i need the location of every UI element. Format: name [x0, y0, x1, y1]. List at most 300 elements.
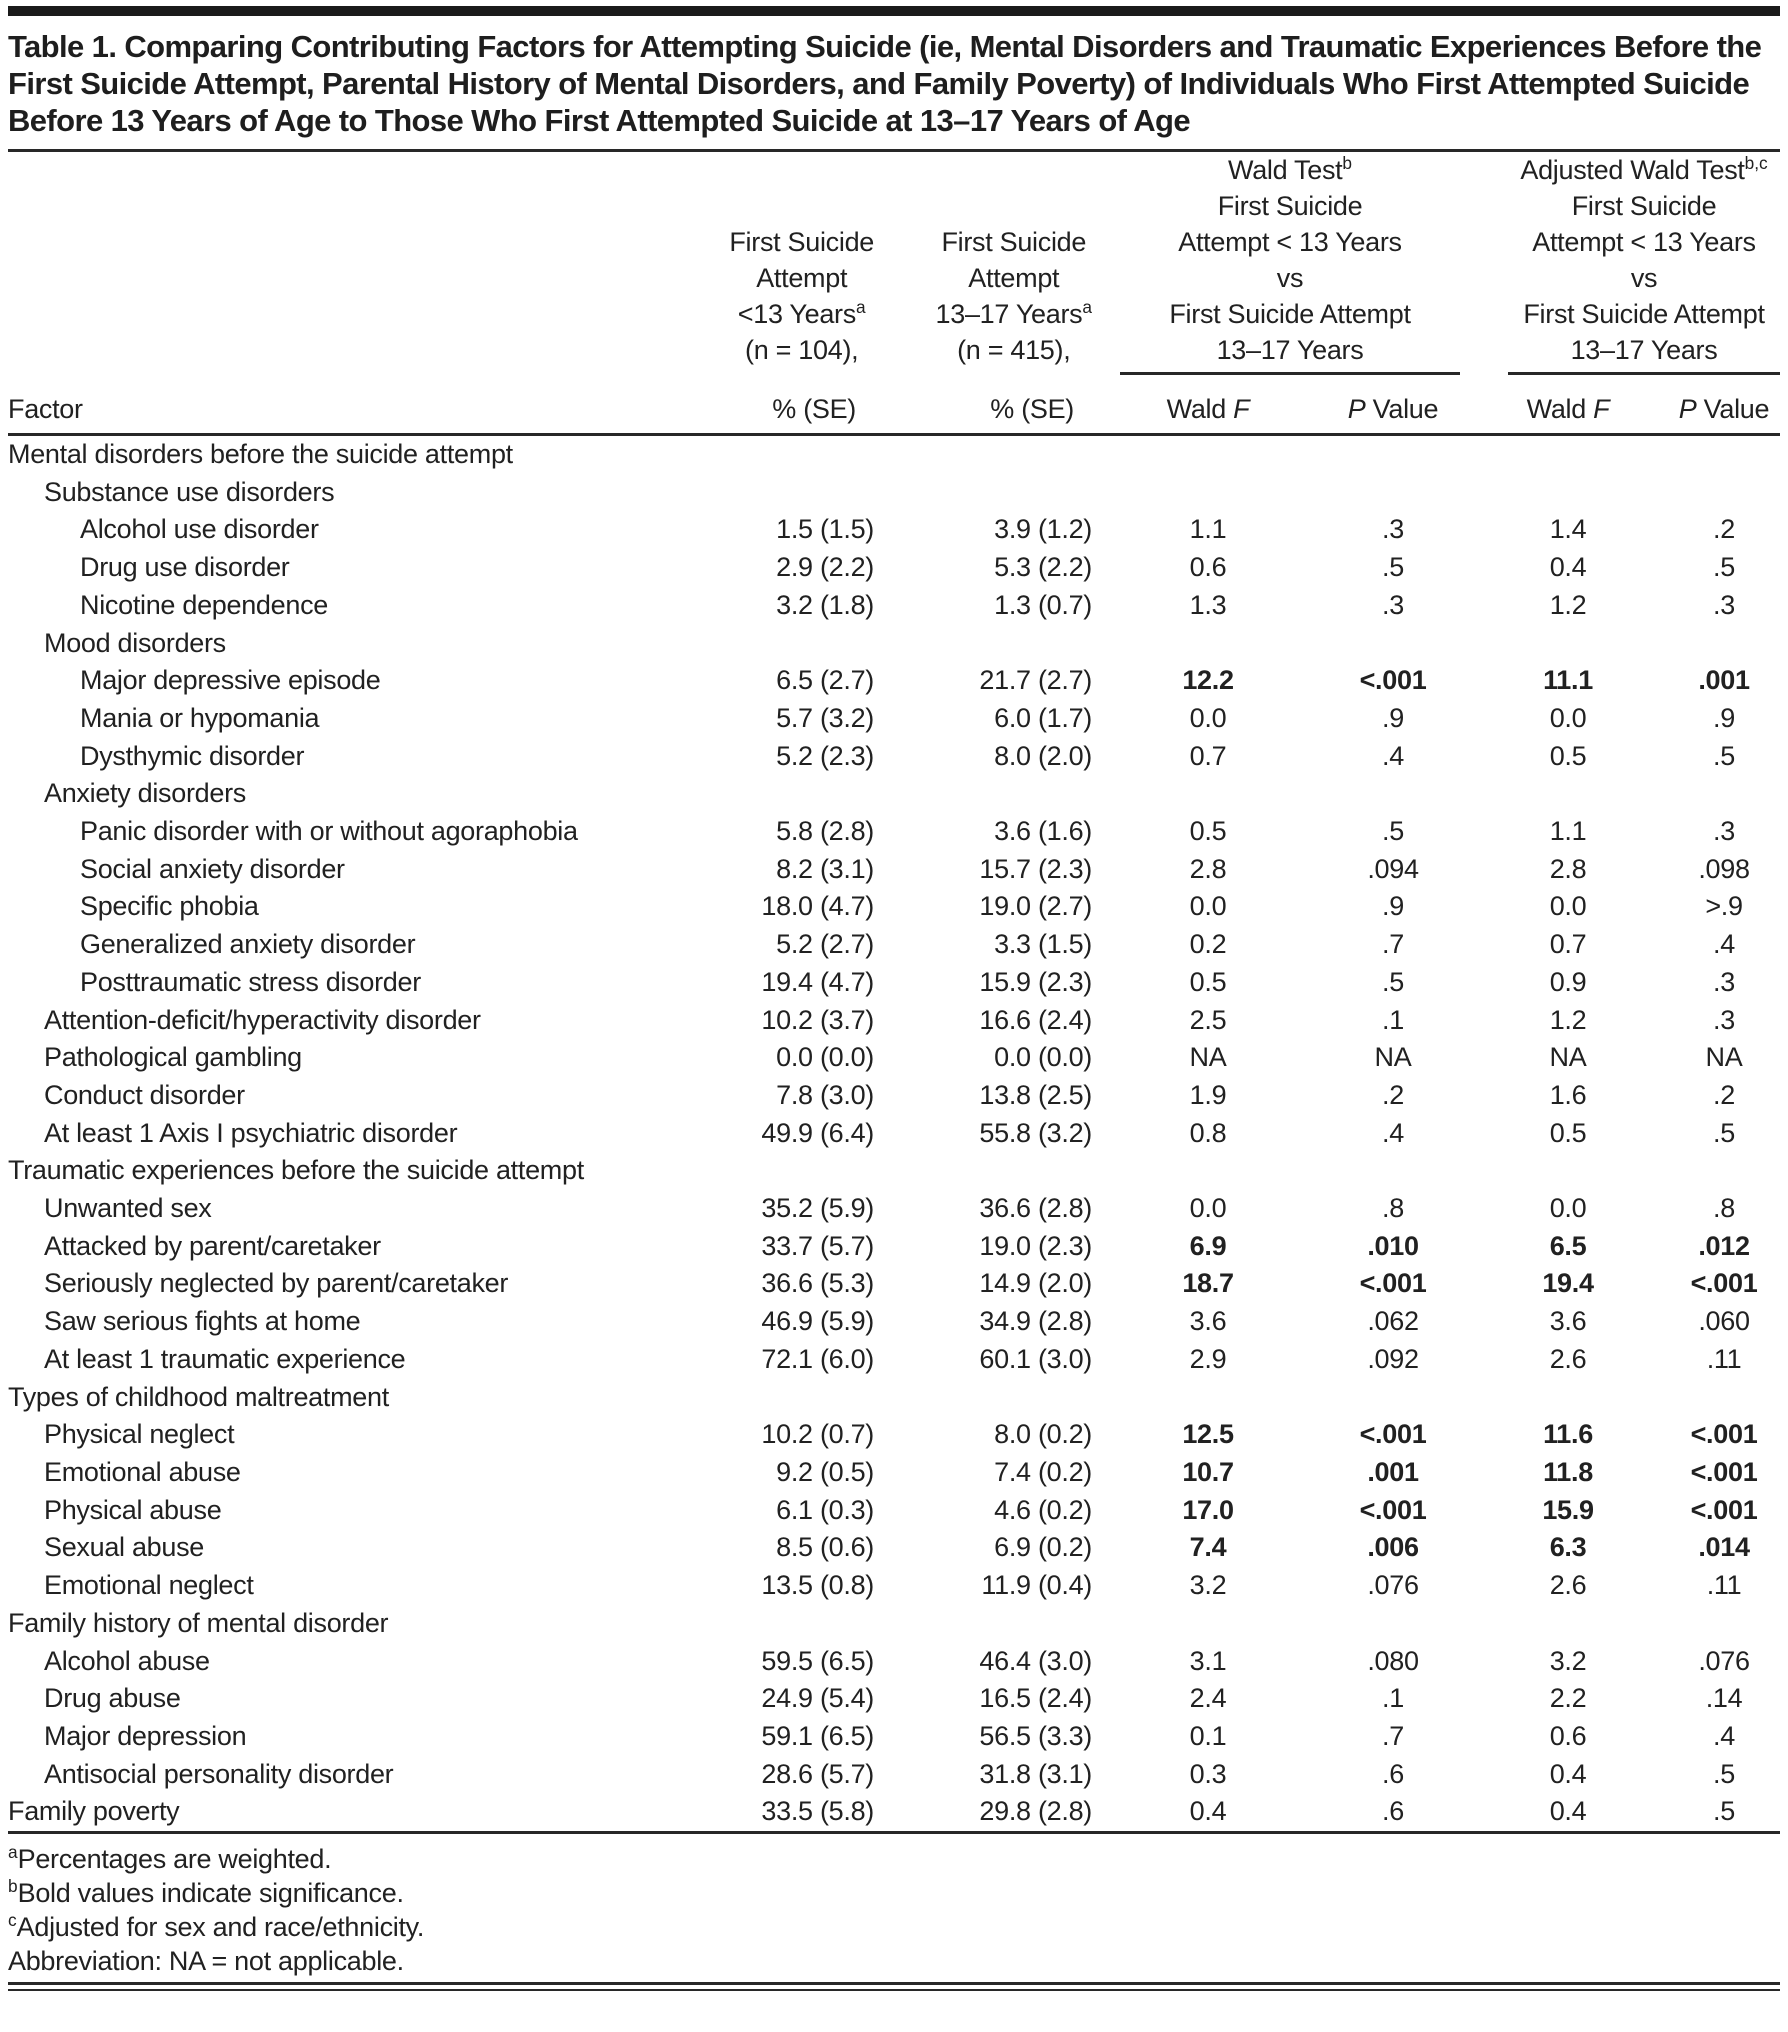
factor-cell: Emotional neglect — [44, 1570, 254, 1601]
header-line: Wald Test$^b$ — [1228, 153, 1352, 185]
value-cell: 1.1 — [1549, 816, 1587, 847]
value-cell: 3.2 — [1189, 1570, 1227, 1601]
column-header-13to17 — [880, 152, 1098, 375]
value-cell: 2.6 — [1549, 1570, 1587, 1601]
table-row — [8, 1115, 1780, 1153]
factor-cell: Physical abuse — [44, 1494, 222, 1525]
value-cell: 0.1 — [1189, 1720, 1227, 1751]
factor-cell: Conduct disorder — [44, 1079, 245, 1110]
value-cell: 5.2 (2.7) — [776, 929, 874, 960]
header-line: Attempt — [968, 263, 1060, 293]
value-cell: .076 — [1698, 1645, 1750, 1676]
value-cell — [618, 474, 880, 512]
value-cell: 46.9 (5.9) — [761, 1306, 874, 1337]
value-cell: 5.7 (3.2) — [776, 702, 874, 733]
table-row — [8, 1718, 1780, 1756]
value-cell: 1.3 (0.7) — [994, 589, 1092, 620]
table-row — [8, 1341, 1780, 1379]
factor-cell: Alcohol use disorder — [80, 514, 319, 545]
value-cell: 10.2 (0.7) — [761, 1419, 874, 1450]
value-cell: <.001 — [1359, 665, 1427, 696]
table-row — [8, 1454, 1780, 1492]
value-cell: 0.5 — [1549, 1117, 1587, 1148]
value-cell: 6.0 (1.7) — [994, 702, 1092, 733]
header-line: (n = 415), — [957, 335, 1071, 365]
value-cell: 19.4 — [1542, 1268, 1594, 1299]
header-line: 13–17 Years — [1216, 335, 1364, 365]
section-row — [8, 625, 1780, 663]
table-row — [8, 549, 1780, 587]
value-cell: 11.1 — [1543, 665, 1593, 696]
bottom-rule-line-1 — [8, 1982, 1780, 1985]
wald-f-column-label-1 — [1098, 375, 1318, 435]
table-row — [8, 813, 1780, 851]
value-cell: .5 — [1382, 966, 1404, 997]
value-cell: .3 — [1713, 1004, 1735, 1035]
value-cell — [1318, 1379, 1468, 1417]
value-cell: .2 — [1713, 1079, 1735, 1110]
factor-cell: Drug abuse — [44, 1683, 181, 1714]
value-cell — [1668, 435, 1780, 474]
header-line: First Suicide Attempt — [1169, 299, 1411, 329]
table-page — [0, 6, 1788, 1991]
value-cell: .2 — [1382, 1079, 1404, 1110]
value-cell — [1668, 474, 1780, 512]
header-line: 13–17 Years — [1570, 335, 1718, 365]
value-cell: 1.2 — [1549, 589, 1587, 620]
value-cell: 0.6 — [1549, 1720, 1587, 1751]
value-cell: .092 — [1367, 1343, 1419, 1374]
factor-cell: Emotional abuse — [44, 1456, 241, 1487]
value-cell: 28.6 (5.7) — [761, 1758, 874, 1789]
value-cell: 19.0 (2.3) — [979, 1230, 1092, 1261]
superscript-marker: a — [855, 297, 866, 317]
value-cell — [1318, 625, 1468, 663]
value-cell: 31.8 (3.1) — [979, 1758, 1092, 1789]
column-header-under13 — [618, 152, 880, 375]
value-cell: <.001 — [1690, 1494, 1758, 1525]
table-row — [8, 700, 1780, 738]
header-line: First Suicide — [1571, 191, 1717, 221]
value-cell: 33.5 (5.8) — [761, 1796, 874, 1827]
factor-cell: Alcohol abuse — [44, 1645, 210, 1676]
footnote: $^a$Percentages are weighted. — [8, 1842, 332, 1875]
value-cell: 17.0 — [1182, 1494, 1234, 1525]
value-cell: 0.5 — [1189, 816, 1227, 847]
value-cell — [618, 1605, 880, 1643]
header-sub-row — [8, 375, 1780, 435]
top-bar — [8, 6, 1780, 16]
value-cell: 24.9 (5.4) — [761, 1683, 874, 1714]
value-cell: NA — [1705, 1042, 1743, 1073]
value-cell: <.001 — [1359, 1419, 1427, 1450]
table-body — [8, 435, 1780, 1832]
header-line: Attempt < 13 Years — [1178, 227, 1402, 257]
value-cell: 56.5 (3.3) — [979, 1720, 1092, 1751]
value-cell — [880, 474, 1098, 512]
factor-cell: Attention-deficit/hyperactivity disorder — [44, 1004, 481, 1035]
value-cell: .012 — [1698, 1230, 1750, 1261]
value-cell: 5.3 (2.2) — [994, 552, 1092, 583]
wald-f-column-label-2 — [1468, 375, 1668, 435]
value-cell: 1.3 — [1189, 589, 1227, 620]
value-cell: 0.7 — [1189, 740, 1227, 771]
table-title: Table 1. Comparing Contributing Factors for Attempting Suicide (ie, Mental Disorders and Traumatic Experiences Before the First Suicide Attempt, Parental History of Mental Disorders, and Family Poverty) of Individuals Who First Attempted Suicide Before 13 Years of Age to Those Who First Attempted Suicide at 13–17 Years of Age — [8, 29, 1762, 138]
value-cell: 2.5 — [1189, 1004, 1227, 1035]
value-cell: 2.9 (2.2) — [776, 552, 874, 583]
value-cell — [618, 1379, 880, 1417]
value-cell: 0.4 — [1549, 1758, 1587, 1789]
value-cell: 0.0 — [1549, 891, 1587, 922]
p-value-text: Value — [1696, 394, 1770, 424]
value-cell: 15.9 (2.3) — [979, 966, 1092, 997]
value-cell: <.001 — [1359, 1268, 1427, 1299]
value-cell: 16.5 (2.4) — [979, 1683, 1092, 1714]
footer-rule — [8, 1831, 1780, 1834]
factor-header-spacer — [8, 152, 618, 375]
value-cell: .5 — [1713, 1796, 1735, 1827]
value-cell — [880, 775, 1098, 813]
value-cell: 59.1 (6.5) — [761, 1720, 874, 1751]
factor-cell: Anxiety disorders — [44, 778, 246, 809]
factor-cell: Unwanted sex — [44, 1193, 212, 1224]
table-row — [8, 511, 1780, 549]
value-cell: 3.3 (1.5) — [994, 929, 1092, 960]
p-value-column-label-1 — [1318, 375, 1468, 435]
value-cell: .062 — [1367, 1306, 1419, 1337]
factor-cell: Drug use disorder — [80, 552, 290, 583]
value-cell: 11.6 — [1543, 1419, 1593, 1450]
value-cell: 8.0 (0.2) — [994, 1419, 1092, 1450]
factor-cell: Major depressive episode — [80, 665, 381, 696]
section-row — [8, 775, 1780, 813]
value-cell — [1318, 1152, 1468, 1190]
value-cell: 9.2 (0.5) — [776, 1456, 874, 1487]
value-cell: 5.2 (2.3) — [776, 740, 874, 771]
table-row — [8, 1002, 1780, 1040]
value-cell — [880, 1379, 1098, 1417]
value-cell: .3 — [1382, 589, 1404, 620]
value-cell: 12.2 — [1182, 665, 1234, 696]
value-cell: 33.7 (5.7) — [761, 1230, 874, 1261]
value-cell — [618, 625, 880, 663]
value-cell: 0.8 — [1189, 1117, 1227, 1148]
p-italic: P — [1678, 394, 1697, 424]
header-line: Adjusted Wald Test$^{b,c}$ — [1520, 153, 1768, 185]
bottom-double-rule — [8, 1982, 1780, 1991]
value-cell — [1668, 1605, 1780, 1643]
section-row — [8, 435, 1780, 474]
table-row — [8, 1643, 1780, 1681]
value-cell: .8 — [1713, 1193, 1735, 1224]
value-cell: .7 — [1382, 1720, 1404, 1751]
value-cell: .060 — [1698, 1306, 1750, 1337]
header-top-row — [8, 152, 1780, 375]
value-cell: .4 — [1382, 740, 1404, 771]
value-cell: 60.1 (3.0) — [979, 1343, 1092, 1374]
value-cell — [1318, 1605, 1468, 1643]
value-cell: 1.5 (1.5) — [776, 514, 874, 545]
p-value-text: Value — [1365, 394, 1439, 424]
value-cell: 2.4 — [1189, 1683, 1227, 1714]
group-header-wald-test-lines — [1120, 152, 1460, 375]
value-cell: .5 — [1382, 816, 1404, 847]
footnote: $^b$Bold values indicate significance. — [8, 1876, 404, 1909]
value-cell: .094 — [1367, 853, 1419, 884]
value-cell — [1098, 625, 1318, 663]
value-cell: 2.2 — [1549, 1683, 1587, 1714]
value-cell: 7.4 (0.2) — [994, 1456, 1092, 1487]
section-row — [8, 474, 1780, 512]
value-cell: 2.8 — [1549, 853, 1587, 884]
value-cell — [880, 625, 1098, 663]
value-cell: .076 — [1367, 1570, 1419, 1601]
value-cell: 0.4 — [1549, 552, 1587, 583]
factor-cell: Substance use disorders — [44, 476, 335, 507]
value-cell: .7 — [1382, 929, 1404, 960]
value-cell: .9 — [1382, 702, 1404, 733]
value-cell: 8.0 (2.0) — [994, 740, 1092, 771]
value-cell: 0.0 — [1549, 702, 1587, 733]
value-cell: .001 — [1698, 665, 1750, 696]
factor-cell: Mental disorders before the suicide attempt — [8, 439, 513, 469]
footnote: Abbreviation: NA = not applicable. — [8, 1946, 404, 1977]
value-cell: 6.5 — [1549, 1230, 1587, 1261]
factor-cell: Attacked by parent/caretaker — [44, 1230, 381, 1261]
se-column-label-2: % (SE) — [880, 375, 1098, 435]
header-line: 13–17 Years$^a$ — [935, 297, 1092, 329]
value-cell: .1 — [1382, 1683, 1404, 1714]
table-row — [8, 1303, 1780, 1341]
value-cell: 3.6 (1.6) — [994, 816, 1092, 847]
value-cell: 36.6 (5.3) — [761, 1268, 874, 1299]
header-line: First Suicide — [1217, 191, 1363, 221]
table-header — [8, 152, 1780, 435]
footnote-marker: c — [8, 1910, 17, 1931]
section-row — [8, 1605, 1780, 1643]
factor-cell: Antisocial personality disorder — [44, 1758, 394, 1789]
value-cell: 1.1 — [1189, 514, 1227, 545]
value-cell — [1318, 775, 1468, 813]
value-cell — [1468, 435, 1668, 474]
value-cell — [1098, 1605, 1318, 1643]
value-cell: .3 — [1713, 816, 1735, 847]
value-cell: 18.0 (4.7) — [761, 891, 874, 922]
header-line: (n = 104), — [745, 335, 859, 365]
value-cell: 8.5 (0.6) — [776, 1532, 874, 1563]
value-cell — [880, 1152, 1098, 1190]
value-cell: 16.6 (2.4) — [979, 1004, 1092, 1035]
p-italic: P — [1347, 394, 1366, 424]
value-cell: 59.5 (6.5) — [761, 1645, 874, 1676]
table-row — [8, 587, 1780, 625]
factor-cell: Generalized anxiety disorder — [80, 929, 416, 960]
wald-f-text: Wald — [1526, 394, 1594, 424]
value-cell: 0.0 (0.0) — [994, 1042, 1092, 1073]
header-line: <13 Years$^a$ — [737, 297, 866, 329]
value-cell: 14.9 (2.0) — [979, 1268, 1092, 1299]
value-cell: .8 — [1382, 1193, 1404, 1224]
value-cell: 6.1 (0.3) — [776, 1494, 874, 1525]
value-cell: 0.0 — [1189, 702, 1227, 733]
value-cell — [1468, 1605, 1668, 1643]
value-cell: NA — [1549, 1042, 1587, 1073]
value-cell: 0.0 — [1189, 1193, 1227, 1224]
header-line: Attempt < 13 Years — [1532, 227, 1756, 257]
value-cell: 6.9 — [1189, 1230, 1227, 1261]
value-cell — [618, 1152, 880, 1190]
superscript-marker: b,c — [1744, 153, 1768, 173]
table-row — [8, 1492, 1780, 1530]
value-cell — [1098, 1152, 1318, 1190]
value-cell: NA — [1189, 1042, 1227, 1073]
value-cell: 3.6 — [1189, 1306, 1227, 1337]
group-header-wald-test — [1098, 152, 1468, 375]
value-cell: >.9 — [1705, 891, 1743, 922]
factor-cell: Sexual abuse — [44, 1532, 205, 1563]
value-cell — [1468, 625, 1668, 663]
value-cell: .4 — [1713, 1720, 1735, 1751]
footnote: $^c$Adjusted for sex and race/ethnicity. — [8, 1910, 425, 1943]
value-cell: .9 — [1713, 702, 1735, 733]
factor-column-label: Factor — [8, 375, 618, 435]
bottom-rule-line-2 — [8, 1989, 1780, 1991]
factor-cell: Posttraumatic stress disorder — [80, 966, 421, 997]
value-cell: 0.0 — [1549, 1193, 1587, 1224]
value-cell — [618, 435, 880, 474]
value-cell — [1468, 1379, 1668, 1417]
footnotes — [8, 1842, 1780, 1978]
wald-f-text: Wald — [1166, 394, 1234, 424]
value-cell: 6.3 — [1549, 1532, 1587, 1563]
value-cell: <.001 — [1690, 1419, 1758, 1450]
value-cell: .14 — [1705, 1683, 1743, 1714]
value-cell: 11.8 — [1543, 1456, 1593, 1487]
value-cell: 6.9 (0.2) — [994, 1532, 1092, 1563]
value-cell: .1 — [1382, 1004, 1404, 1035]
superscript-marker: a — [1082, 297, 1092, 317]
p-value-column-label-2 — [1668, 375, 1780, 435]
value-cell: 36.6 (2.8) — [979, 1193, 1092, 1224]
value-cell: 10.2 (3.7) — [761, 1004, 874, 1035]
section-row — [8, 1152, 1780, 1190]
table-row — [8, 1680, 1780, 1718]
value-cell: 10.7 — [1182, 1456, 1234, 1487]
table-row — [8, 1039, 1780, 1077]
header-line: vs — [1630, 263, 1658, 293]
value-cell: 0.6 — [1189, 552, 1227, 583]
table-row — [8, 1529, 1780, 1567]
value-cell: 2.9 — [1189, 1343, 1227, 1374]
value-cell: .6 — [1382, 1796, 1404, 1827]
value-cell — [1468, 474, 1668, 512]
value-cell: 1.2 — [1549, 1004, 1587, 1035]
factor-cell: Saw serious fights at home — [44, 1306, 361, 1337]
factor-cell: Major depression — [44, 1720, 247, 1751]
section-row — [8, 1379, 1780, 1417]
value-cell: .5 — [1713, 740, 1735, 771]
se-column-label-1: % (SE) — [618, 375, 880, 435]
value-cell: 72.1 (6.0) — [761, 1343, 874, 1374]
factor-cell: Dysthymic disorder — [80, 740, 305, 771]
value-cell: 21.7 (2.7) — [979, 665, 1092, 696]
value-cell: .3 — [1713, 966, 1735, 997]
value-cell — [1098, 435, 1318, 474]
column-header-under13-lines — [729, 224, 874, 368]
value-cell: 3.1 — [1189, 1645, 1227, 1676]
value-cell: .5 — [1713, 1117, 1735, 1148]
value-cell — [1668, 1152, 1780, 1190]
table-row — [8, 1567, 1780, 1605]
value-cell: 19.0 (2.7) — [979, 891, 1092, 922]
value-cell — [1098, 775, 1318, 813]
value-cell — [1318, 474, 1468, 512]
value-cell: 5.8 (2.8) — [776, 816, 874, 847]
value-cell: .9 — [1382, 891, 1404, 922]
header-line: First Suicide — [729, 227, 874, 257]
wald-f-italic: F — [1233, 394, 1250, 424]
table-row — [8, 926, 1780, 964]
value-cell: 1.6 — [1549, 1079, 1587, 1110]
factor-cell: Physical neglect — [44, 1419, 235, 1450]
superscript-marker: b — [1342, 153, 1352, 173]
value-cell: 19.4 (4.7) — [761, 966, 874, 997]
factor-cell: Types of childhood maltreatment — [8, 1381, 389, 1412]
value-cell — [1098, 474, 1318, 512]
value-cell: 11.9 (0.4) — [981, 1570, 1092, 1601]
value-cell: 2.8 — [1189, 853, 1227, 884]
value-cell: .5 — [1713, 552, 1735, 583]
value-cell: 3.2 (1.8) — [776, 589, 874, 620]
value-cell: .080 — [1367, 1645, 1419, 1676]
wald-f-italic: F — [1593, 394, 1610, 424]
value-cell: 1.4 — [1549, 514, 1587, 545]
value-cell — [1318, 435, 1468, 474]
value-cell: <.001 — [1359, 1494, 1427, 1525]
value-cell: .001 — [1367, 1456, 1419, 1487]
value-cell: 35.2 (5.9) — [761, 1193, 874, 1224]
value-cell — [880, 435, 1098, 474]
factor-cell: Seriously neglected by parent/caretaker — [44, 1268, 509, 1299]
factor-cell: Specific phobia — [80, 891, 259, 922]
factor-cell: Pathological gambling — [44, 1042, 302, 1073]
factor-cell: Social anxiety disorder — [80, 853, 345, 884]
value-cell: .3 — [1713, 589, 1735, 620]
value-cell: .11 — [1706, 1343, 1742, 1374]
value-cell — [1668, 625, 1780, 663]
value-cell: 6.5 (2.7) — [776, 665, 874, 696]
table-row — [8, 1416, 1780, 1454]
table-row — [8, 662, 1780, 700]
group-header-adjusted-wald-test — [1468, 152, 1780, 375]
table-row — [8, 1756, 1780, 1794]
value-cell: 1.9 — [1189, 1079, 1227, 1110]
factor-cell: Panic disorder with or without agoraphobia — [80, 816, 578, 847]
table-row — [8, 738, 1780, 776]
table-row — [8, 964, 1780, 1002]
value-cell: 18.7 — [1182, 1268, 1234, 1299]
value-cell: 0.5 — [1549, 740, 1587, 771]
value-cell: 15.7 (2.3) — [979, 853, 1092, 884]
table-row — [8, 851, 1780, 889]
table-row — [8, 888, 1780, 926]
value-cell: 15.9 — [1542, 1494, 1594, 1525]
value-cell — [880, 1605, 1098, 1643]
value-cell: .014 — [1698, 1532, 1750, 1563]
value-cell: 55.8 (3.2) — [979, 1117, 1092, 1148]
value-cell: .5 — [1382, 552, 1404, 583]
value-cell: <.001 — [1690, 1268, 1758, 1299]
